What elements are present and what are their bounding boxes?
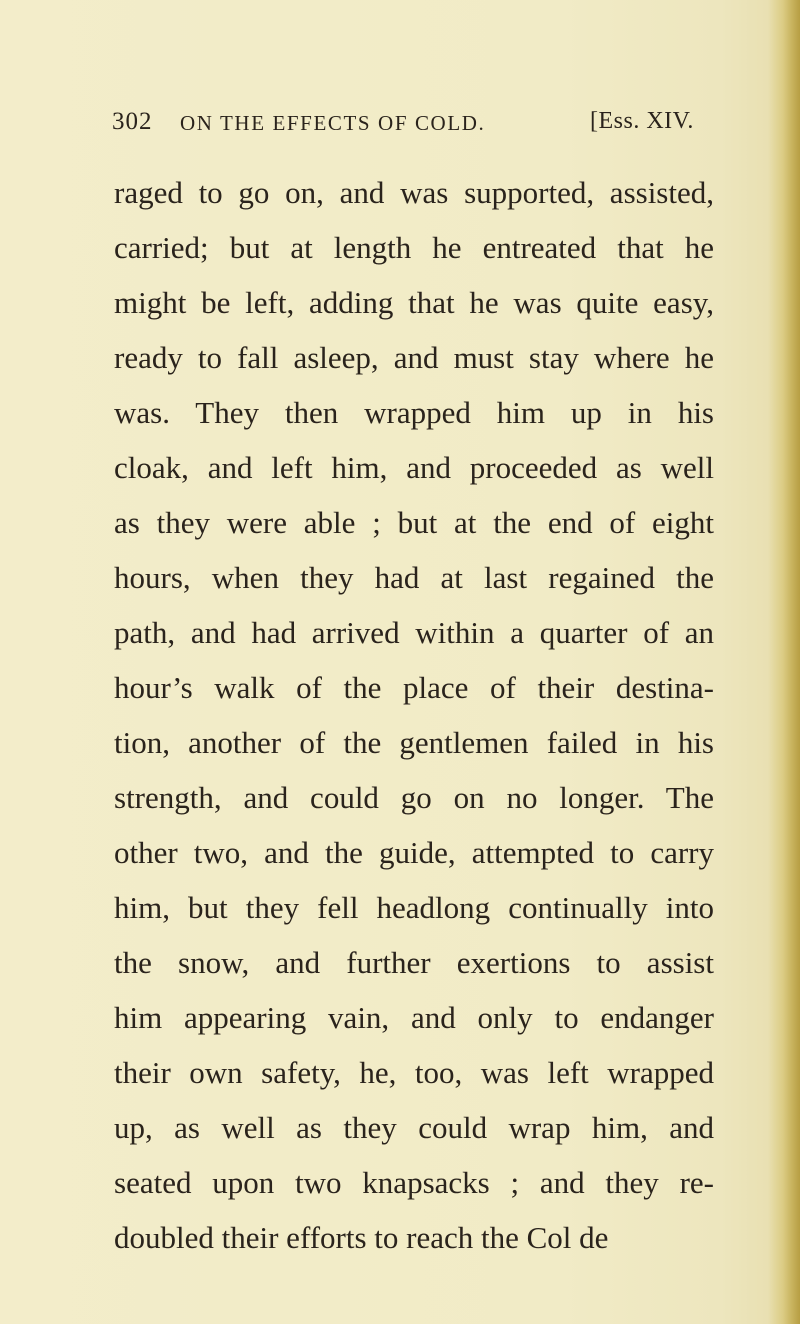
text-line: path, and had arrived within a quarter of an bbox=[114, 615, 714, 650]
text-line: as they were able ; but at the end of eight bbox=[114, 505, 714, 540]
text-line: him, but they fell headlong continually into bbox=[114, 890, 714, 925]
text-line: ready to fall asleep, and must stay where he bbox=[114, 340, 714, 375]
text-line: tion, another of the gentlemen failed in his bbox=[114, 725, 714, 760]
text-line: carried; but at length he entreated that he bbox=[114, 230, 714, 265]
text-line: up, as well as they could wrap him, and bbox=[114, 1110, 714, 1145]
running-title: ON THE EFFECTS OF COLD. bbox=[180, 111, 486, 135]
text-line: him appearing vain, and only to endanger bbox=[114, 1000, 714, 1035]
essay-label: [Ess. XIV. bbox=[590, 108, 694, 134]
text-line: strength, and could go on no longer. The bbox=[114, 780, 714, 815]
text-line: the snow, and further exertions to assist bbox=[114, 945, 714, 980]
text-line: other two, and the guide, attempted to carry bbox=[114, 835, 714, 870]
page-number: 302 bbox=[112, 108, 153, 135]
text-line: might be left, adding that he was quite easy, bbox=[114, 285, 714, 320]
text-line: hour’s walk of the place of their destina- bbox=[114, 670, 714, 705]
text-line: seated upon two knapsacks ; and they re- bbox=[114, 1165, 714, 1200]
page-edge-shadow bbox=[768, 0, 800, 1324]
body-text bbox=[114, 165, 714, 1265]
running-header bbox=[112, 108, 712, 144]
text-line: cloak, and left him, and proceeded as well bbox=[114, 450, 714, 485]
text-line: was. They then wrapped him up in his bbox=[114, 395, 714, 430]
text-line: raged to go on, and was supported, assisted, bbox=[114, 175, 714, 210]
text-line: hours, when they had at last regained the bbox=[114, 560, 714, 595]
text-line: doubled their efforts to reach the Col de bbox=[114, 1220, 609, 1255]
text-line: their own safety, he, too, was left wrapped bbox=[114, 1055, 714, 1090]
